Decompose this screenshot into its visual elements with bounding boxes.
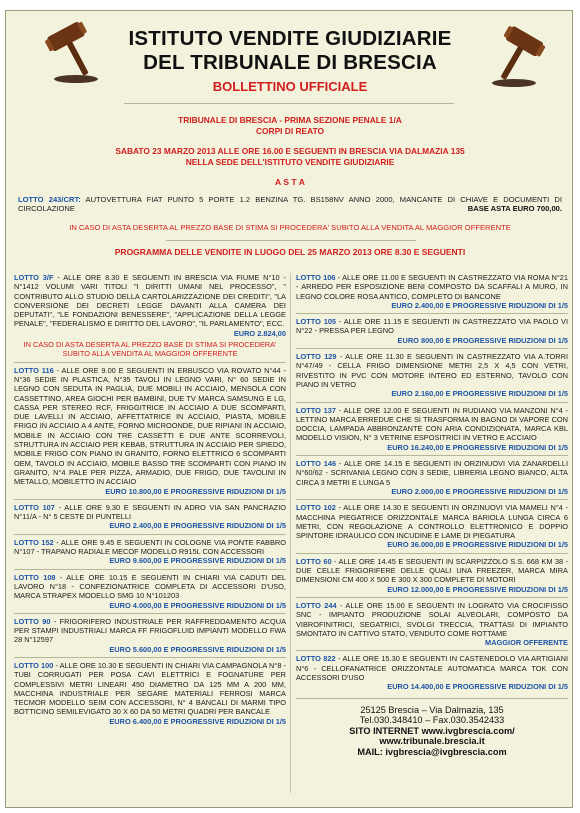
lot-code: LOTTO 244 <box>296 600 337 610</box>
asta-heading: A S T A <box>275 177 305 187</box>
lot-code: LOTTO 105 <box>296 317 337 327</box>
lot-description: AUTOVETTURA FIAT PUNTO 5 PORTE 1.2 BENZINA TG. BS158NV ANNO 2000, MANCANTE DI CHIAVE E DOCUMENTI DI CIRCOLAZIONE <box>18 195 562 214</box>
lot-price: MAGGIOR OFFERENTE <box>485 638 568 648</box>
lot-price: EURO 2.824,00 <box>233 328 286 338</box>
title-line-1: ISTITUTO VENDITE GIUDIZIARIE <box>128 27 452 50</box>
lot-description: - ALLE ORE 10.30 E SEGUENTI IN CHIARI VIA CAMPAGNOLA N°8 - TUBI CORRUGATI PER POSA CAVI ELETTRICI E FOGNATURE PER COMPLESSIVI METRI LINEARI 450 DIAMETRO DA 125 MM A 200 MM, MACCHINA INDUSTRIALE PER SEGARE MATERIALI FERROSI MARCA TECMOR MODELLO SEIM CON ACCESSORI, N° 4 BANCALI DI MARMI TIPO BOTTICINO SEMILEVIGATO 30 X 60 DA 50 METRI QUADRI PER BANCALE <box>14 660 287 717</box>
divider <box>296 553 568 554</box>
divider <box>14 569 286 570</box>
divider <box>296 499 568 500</box>
divider <box>14 657 286 658</box>
lot-item <box>14 273 286 359</box>
lot-item <box>14 617 286 654</box>
lot-price: EURO 36.000,00 E PROGRESSIVE RIDUZIONI DI 1/5 <box>387 540 568 550</box>
lot-item <box>296 601 568 647</box>
left-column <box>14 273 286 726</box>
lot-item <box>14 661 286 726</box>
lot-code: LOTTO 137 <box>296 405 336 415</box>
lot-code: LOTTO 243/CRT: <box>18 195 81 204</box>
lot-code: LOTTO 3/F <box>14 273 54 282</box>
divider <box>124 103 454 104</box>
lot-price: EURO 5.600,00 E PROGRESSIVE RIDUZIONI DI 1/5 <box>109 644 286 654</box>
lot-price: EURO 2.400,00 E PROGRESSIVE RIDUZIONI DI 1/5 <box>391 300 568 310</box>
lot-item <box>296 317 568 345</box>
right-column <box>296 273 568 758</box>
court-line-1: TRIBUNALE DI BRESCIA - PRIMA SEZIONE PENALE 1/A <box>178 115 402 125</box>
divider <box>296 455 568 456</box>
column-divider <box>290 273 291 793</box>
lot-item <box>296 557 568 594</box>
lot-code: LOTTO 116 <box>14 365 54 375</box>
divider <box>14 499 286 500</box>
title-line-2: DEL TRIBUNALE DI BRESCIA <box>143 51 437 74</box>
divider <box>14 534 286 535</box>
lot-price: EURO 6.400,00 E PROGRESSIVE RIDUZIONI DI 1/5 <box>109 716 286 726</box>
lot-price: EURO 2.000,00 E PROGRESSIVE RIDUZIONI DI 1/5 <box>391 486 568 496</box>
lot-description: - ALLE ORE 14.30 E SEGUENTI IN ORZINUOVI VIA MAMELI N°4 - MACCHINA PIEGATRICE ORIZZONTALE MARCA BARIOLA LUNGA CIRCA 6 METRI, CON REGOLAZIONE A CONTROLLO ELETTRONICO E DOPPIO SPINTORE IDRAULICO CON INCUDINE E LAME DI PIEGATURA <box>296 503 568 541</box>
divider <box>14 613 286 614</box>
contact-mail-link[interactable]: MAIL: ivgbrescia@ivgbrescia.com <box>357 746 507 757</box>
date-line-2: NELLA SEDE DELL'ISTITUTO VENDITE GIUDIZIARIE <box>185 157 395 167</box>
lot-item <box>296 273 568 310</box>
lot-description: - FRIGORIFERO INDUSTRIALE PER RAFFREDDAMENTO ACQUA PER STAMPI INDUSTRIALI MARCA FF FRIGOFLUID IMPIANTI MODELLO FWA 28 N°12597 <box>14 616 287 645</box>
lot-code: LOTTO 90 <box>14 616 51 626</box>
lot-item <box>14 366 286 496</box>
lot-item <box>14 503 286 531</box>
divider <box>296 650 568 651</box>
lot-description: - ALLE ORE 10.15 E SEGUENTI IN CHIARI VIA CADUTI DEL LAVORO N°18 - CONFEZIONATRICE COMPLETA DI ACCESSORI D'USO, MARCA STRAPEX MODELLO SMG 10 N°101203 <box>14 572 286 601</box>
lot-price: EURO 800,00 E PROGRESSIVE RIDUZIONI DI 1/5 <box>397 335 568 345</box>
lot-description: - ALLE ORE 9.00 E SEGUENTI IN ERBUSCO VIA ROVATO N°44 - N°36 SEDIE IN PLASTICA, N°35 TAVOLI IN LEGNO VARI, N° 60 SEDIE IN LEGNO CON SEDUTA IN PAGLIA, DUE MOBILI IN ACCIAIO, MENSOLA CON CASSETTINO, AREA GIOCHI PER BAMBINI, DUE TV MARCA SAMSUNG E LG, CASSA PER STEREO RCF, FRIGGITRICE IN ACCIAIO A DUE SCOMPARTI, DUE LAVELLI IN ACCIAIO, AFFETTATRICE IN ACCIAIO, PIASTA, MOBILE FRIGO IN ACCIAIO A 4 ANTE, FORNO MICROONDE, DUE RIPIANI IN ACCIAIO, MOBILE IN ACCIAIO CON TRE CASSETTI E DUE ANTE SCORREVOLI, STRUTTURA IN ACCIAIO PER KEBAB, STRUTTURA IN ACCIAIO PER SPIEDO, MOBILE FRIGO CON PIANO IN GRANITO, FORNO ELETTRICO 6 SCOMPARTI OEM, TAVOLO IN ACCIAIO, MOBILE BASSO TRE SCOMPARTI CON PIANO IN GRANITO, N°4 PALE PER PIZZA, ARMADIO, DUE FRIGO, DUE TAVOLINI IN METALLO, MOBILETTO IN ACCIAIO <box>14 365 286 487</box>
lot-item <box>296 352 568 398</box>
lot-price: EURO 2.160,00 E PROGRESSIVE RIDUZIONI DI 1/5 <box>391 389 568 399</box>
divider <box>296 597 568 598</box>
contact-phone: Tel.030.348410 – Fax.030.3542433 <box>359 715 505 726</box>
bulletin-frame <box>5 10 573 808</box>
lot-item <box>14 538 286 566</box>
lot-description: - ALLE ORE 12.00 E SEGUENTI IN RUDIANO VIA MANZONI N°4 - LETTINO MARCA ERREDUE CHE SI TRASFORMA IN BAGNO DI VAPORE CON DOCCIA, LAMPADA ABBRONZANTE CON ARIA CONDIZIONATA, MARCA KBL MODELLO VISION, N° 3 VETRINE ESPOSITRICI IN VETRO E ACCIAIO <box>296 405 568 443</box>
divider <box>14 362 286 363</box>
lot-price: EURO 10.800,00 E PROGRESSIVE RIDUZIONI DI 1/5 <box>105 486 286 496</box>
lot-price: EURO 16.240,00 E PROGRESSIVE RIDUZIONI DI 1/5 <box>387 442 568 452</box>
lot-code: LOTTO 152 <box>14 537 54 547</box>
divider <box>166 240 416 241</box>
lot-description: - ALLE ORE 11.30 E SEGUENTI IN CASTREZZATO VIA A.TORRI N°47/49 - CELLA FRIGO DIMENSIONE METRI 2,5 X 4,5 CON VETRI, RIVESTITO IN PVC CON MOTORE INTERO ED ESTERNO, TAVOLO CON PIANO IN VETRO <box>296 352 568 389</box>
lot-item <box>296 459 568 496</box>
lot-base-price: BASE ASTA EURO 700,00. <box>467 204 562 214</box>
lot-code: LOTTO 146 <box>296 459 337 469</box>
lot-code: LOTTO 106 <box>296 273 336 282</box>
lot-code: LOTTO 822 <box>296 654 336 664</box>
lot-description: - ALLE ORE 8.30 E SEGUENTI IN BRESCIA VIA FIUME N°10 - N°1412 VOLUMI VARI TITOLI "I DIRITTI UMANI NEL PROCESSO", " CONTRIBUTO ALLO STUDIO DELLA CARTOLARIZZAZIONE DEI CREDITI", "LA CONVERSIONE DEI DECRETI LEGGE DAVANTI ALLA CAMERA DEI DEPUTATI", "LE FONDAZIONI BENESSERE", "APPLICAZIONE DELLA LEGGE PENALE", "FEDERALISMO E DIRITTO DEL LAVORO", "IL PARLAMENTO", ECC. <box>14 273 286 329</box>
contact-address: 25125 Brescia – Via Dalmazia, 135 <box>360 704 504 715</box>
lot-description: - ALLE ORE 11.15 E SEGUENTI IN CASTREZZATO VIA PAOLO VI N°22 - PRESSA PER LEGNO <box>296 317 568 336</box>
date-line-1: SABATO 23 MARZO 2013 ALLE ORE 16.00 E SEGUENTI IN BRESCIA VIA DALMAZIA 135 <box>115 146 465 156</box>
lot-item <box>296 503 568 549</box>
lot-item <box>296 406 568 452</box>
lot-code: LOTTO 129 <box>296 352 337 362</box>
lot-price: EURO 4.000,00 E PROGRESSIVE RIDUZIONI DI 1/5 <box>109 600 286 610</box>
lot-price: EURO 12.000,00 E PROGRESSIVE RIDUZIONI DI 1/5 <box>387 584 568 594</box>
lot-item <box>14 573 286 610</box>
divider <box>296 402 568 403</box>
divider <box>296 698 568 699</box>
lot-price: EURO 14.400,00 E PROGRESSIVE RIDUZIONI DI 1/5 <box>387 682 568 692</box>
lot-code: LOTTO 60 <box>296 556 332 566</box>
lot-price: EURO 2.400,00 E PROGRESSIVE RIDUZIONI DI 1/5 <box>109 521 286 531</box>
lot-description: - ALLE ORE 9.30 E SEGUENTI IN ADRO VIA SAN PANCRAZIO N°11/A - N° 5 CESTE DI PUNTELLI <box>14 502 286 522</box>
contact-site-link[interactable]: SITO INTERNET www.ivgbrescia.com/ <box>349 725 515 736</box>
contact-site2-link[interactable]: www.tribunale.brescia.it <box>379 736 485 747</box>
lot-item <box>296 654 568 691</box>
lot-code: LOTTO 102 <box>296 503 336 513</box>
contact-block <box>296 705 568 758</box>
lot-code: LOTTO 108 <box>14 572 56 582</box>
court-line-2: CORPI DI REATO <box>255 126 325 136</box>
lot-description: - ALLE ORE 15.30 E SEGUENTI IN CASTENEDOLO VIA ARTIGIANI N°6 - CELLOFANATRICE ORIZZONTALE AUTOMATICA MARCA TOK CON ACCESSORI D'USO <box>296 654 568 682</box>
divider <box>296 348 568 349</box>
lot-description: - ALLE ORE 14.15 E SEGUENTI IN ORZINUOVI VIA ZANARDELLI N°60/62 - SCRIVANIA LEGNO CON 3 SEDIE, LIBRERIA LEGNO BIANCO, ALTA CIRCA 3 METRI E LUNGA 5 <box>296 459 568 487</box>
deserted-note: IN CASO DI ASTA DESERTA AL PREZZO BASE DI STIMA SI PROCEDERA' SUBITO ALLA VENDITA AL MAGGIOR OFFERENTE <box>69 223 511 232</box>
lot-note: IN CASO DI ASTA DESERTA AL PREZZO BASE DI STIMA SI PROCEDERA' SUBITO ALLA VENDITA AL MAGGIOR OFFERENTE <box>23 340 277 359</box>
lot-243-block <box>18 195 562 214</box>
lot-description: - ALLE ORE 15.00 E SEGUENTI IN LOGRATO VIA CROCIFISSO SNC - IMPIANTO PRODUZIONE SOLAI ALVEOLARI, COMPOSTO DA VIBROFINITRICI, SEGATRICI, SVOLGI TRECCIA, TRATTASI DI IMPIANTO SMONTATO IN CATTIVO STATO, VENDUTO COME ROTTAME <box>296 600 568 638</box>
lot-description: - ALLE ORE 11.00 E SEGUENTI IN CASTREZZATO VIA ROMA N°21 - ARREDO PER ESPOSIZIONE BENI COMPOSTO DA SCAFFALI A MURO, IN LEGNO COLORE ROSA ANTICO, COMPLETO DI BANCONE <box>296 273 568 301</box>
lot-code: LOTTO 107 <box>14 502 55 512</box>
subtitle: BOLLETTINO UFFICIALE <box>212 79 368 94</box>
programme-heading: PROGRAMMA DELLE VENDITE IN LUOGO DEL 25 MARZO 2013 ORE 8.30 E SEGUENTI <box>114 247 466 257</box>
lot-description: - ALLE ORE 9.45 E SEGUENTI IN COLOGNE VIA PONTE FABBRO N°107 - TRAPANO RADIALE MECOF MODELLO R915L CON ACCESSORI <box>14 537 287 557</box>
lot-description: - ALLE ORE 14.45 E SEGUENTI IN SCARPIZZOLO S.S. 668 KM 38 - DUE CELLE FRIGORIFERE DELLE QUALI UNA FREEZER, MARCA MIRA DIMENSIONI CM 400 X 500 E 300 X 300 COMPLETE DI MOTORI <box>296 556 569 585</box>
lot-price: EURO 9.600,00 E PROGRESSIVE RIDUZIONI DI 1/5 <box>109 556 286 566</box>
lot-code: LOTTO 100 <box>14 660 54 670</box>
divider <box>296 313 568 314</box>
